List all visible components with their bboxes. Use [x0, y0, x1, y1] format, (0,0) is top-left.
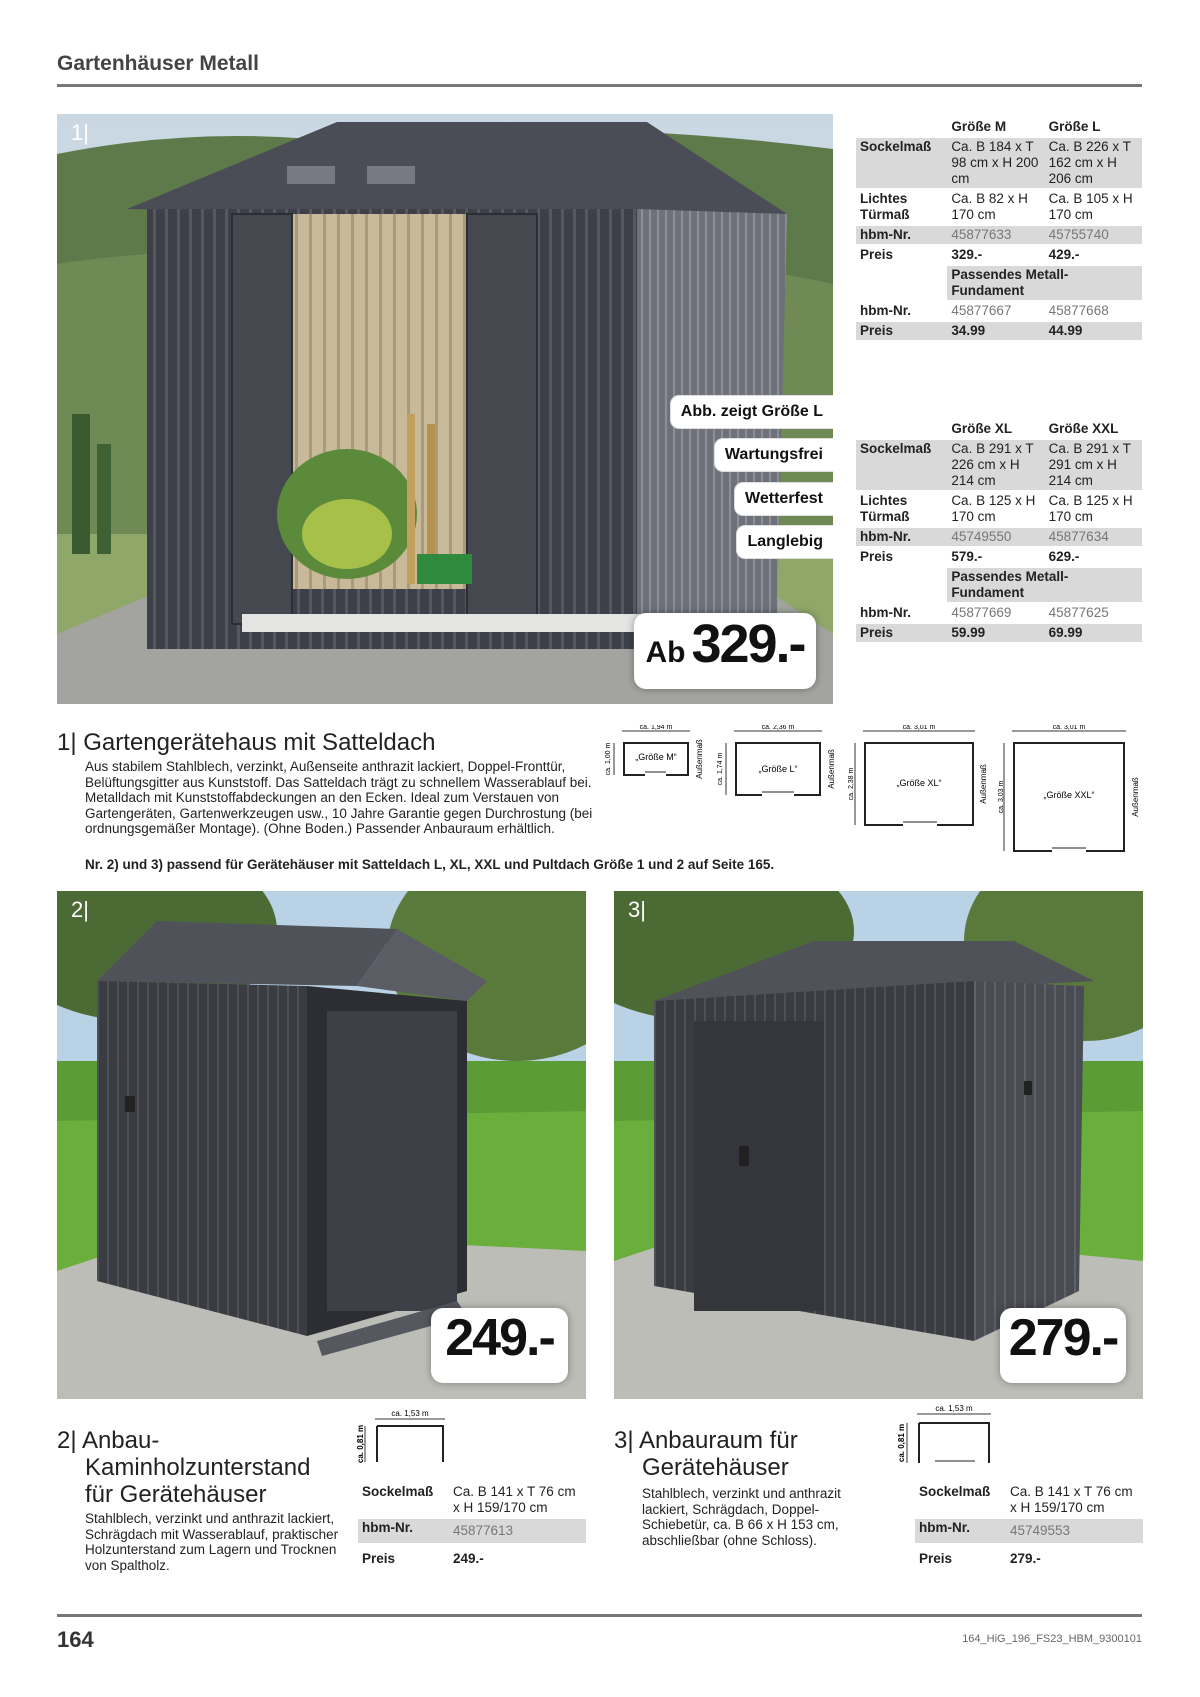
size-label: „Größe XL“ [896, 778, 942, 788]
width-label: ca. 1,53 m [391, 1410, 429, 1418]
heading-line-1: Anbau- [81, 1427, 160, 1454]
hbm-xxl: 45877634 [1045, 528, 1142, 546]
fundament-price-xxl: 69.99 [1045, 624, 1142, 642]
price-label: Preis [860, 549, 894, 564]
tag-size-shown: Abb. zeigt Größe L [671, 396, 833, 428]
floorplan-product2 [355, 1410, 455, 1470]
sockel-xl: Ca. B 291 x T 226 cm x H 214 cm [947, 440, 1044, 490]
door-label: Lichtes Türmaß [860, 191, 910, 222]
floorplan-product3 [895, 1405, 995, 1470]
width-label: ca. 2,36 m [761, 725, 795, 731]
fundament-label: Passendes Metall-Fundament [947, 266, 1142, 300]
side-label: Außenmaß [979, 764, 988, 804]
price-badge-3 [1000, 1308, 1126, 1383]
spec-table-xl-xxl [856, 418, 1142, 644]
floorplan-xxl [998, 725, 1148, 855]
price-value: 249.- [445, 1309, 554, 1367]
fundament-hbm-label: hbm-Nr. [860, 303, 912, 318]
hbm-m: 45877633 [947, 226, 1044, 244]
photo-number: 1| [71, 120, 89, 145]
side-label: Außenmaß [827, 749, 836, 789]
depth-label: ca. 0,81 m [356, 1424, 365, 1464]
fundament-hbm-l: 45877668 [1048, 303, 1109, 318]
price-value: 279.- [1008, 1309, 1118, 1367]
hbm-label: hbm-Nr. [856, 226, 947, 244]
photo-number: 2| [71, 897, 89, 922]
product2-description: Stahlblech, verzinkt und anthrazit lackiert, Schrägdach mit Wasserablauf, praktischer Holzunterstand zum Lagern und Trocknen von Spaltholz. [85, 1511, 339, 1573]
fundament-price-m: 34.99 [947, 322, 1044, 340]
spec-table-product3 [915, 1481, 1143, 1570]
size-label: „Größe L“ [758, 764, 798, 774]
door-label: Lichtes Türmaß [860, 493, 910, 524]
heading-number: 1| [57, 729, 77, 756]
door-xxl: Ca. B 125 x H 170 cm [1048, 493, 1133, 524]
heading-line-2: Gerätehäuser [642, 1454, 789, 1481]
price-value: 249.- [453, 1551, 484, 1566]
hbm-value: 45877613 [449, 1519, 586, 1543]
hbm-value: 45749553 [1006, 1519, 1143, 1543]
hbm-label: hbm-Nr. [358, 1519, 449, 1543]
sockel-label: Sockelmaß [856, 440, 947, 490]
page-number: 164 [57, 1627, 94, 1652]
sockel-xxl: Ca. B 291 x T 291 cm x H 214 cm [1045, 440, 1142, 490]
fundament-hbm-xl: 45877669 [951, 605, 1012, 620]
size-l: Größe L [1045, 118, 1142, 136]
hbm-label: hbm-Nr. [915, 1519, 1006, 1543]
depth-label: ca. 1,00 m [605, 742, 612, 776]
heading-number: 3| [614, 1427, 634, 1454]
sockel-l: Ca. B 226 x T 162 cm x H 206 cm [1045, 138, 1142, 188]
fundament-price-label: Preis [856, 624, 947, 642]
footer-rule [57, 1614, 1142, 1617]
product2-heading [57, 1427, 347, 1508]
tag-weatherproof: Wetterfest [735, 483, 833, 515]
price-xl: 579.- [951, 549, 983, 564]
price-l: 429.- [1048, 247, 1080, 262]
hbm-label: hbm-Nr. [856, 528, 947, 546]
size-label: „Größe M“ [635, 752, 677, 762]
floorplan-m [600, 725, 712, 800]
fundament-hbm-m: 45877667 [951, 303, 1012, 318]
hbm-xl: 45749550 [947, 528, 1044, 546]
product3-heading [614, 1427, 874, 1481]
price-prefix: Ab [645, 636, 686, 669]
photo-number: 3| [628, 897, 646, 922]
shed-photo-2 [57, 891, 586, 1399]
size-label: „Größe XXL“ [1043, 790, 1095, 800]
compatibility-note: Nr. 2) und 3) passend für Gerätehäuser mit Satteldach L, XL, XXL und Pultdach Größe 1 und 2 auf Seite 165. [85, 857, 775, 872]
width-label: ca. 3,01 m [902, 725, 936, 731]
sockel-label: Sockelmaß [919, 1484, 991, 1499]
tag-maintenance-free: Wartungsfrei [715, 439, 833, 471]
price-badge-2 [431, 1308, 568, 1383]
size-xxl: Größe XXL [1045, 420, 1142, 438]
price-xxl: 629.- [1048, 549, 1080, 564]
heading-line-3: für Gerätehäuser [85, 1481, 267, 1508]
product1-heading [57, 729, 597, 756]
size-xl: Größe XL [947, 420, 1044, 438]
catalog-code: 164_HiG_196_FS23_HBM_9300101 [962, 1633, 1142, 1645]
fundament-price-l: 44.99 [1045, 322, 1142, 340]
tag-durable: Langlebig [737, 526, 833, 558]
fundament-label: Passendes Metall-Fundament [947, 568, 1142, 602]
door-m: Ca. B 82 x H 170 cm [951, 191, 1028, 222]
heading-line-2: Kaminholzunterstand [85, 1454, 311, 1481]
price-label: Preis [362, 1551, 396, 1566]
heading-text: Gartengerätehaus mit Satteldach [83, 729, 436, 756]
width-label: ca. 1,53 m [935, 1405, 973, 1413]
heading-line-1: Anbauraum für [638, 1427, 798, 1454]
shed-photo-1 [57, 114, 833, 704]
heading-number: 2| [57, 1427, 77, 1454]
width-label: ca. 1,94 m [639, 725, 673, 731]
fundament-hbm-label: hbm-Nr. [860, 605, 912, 620]
side-label: Außenmaß [1131, 777, 1140, 817]
side-label: Außenmaß [695, 739, 704, 779]
sockel-value: Ca. B 141 x T 76 cm x H 159/170 cm [453, 1484, 576, 1515]
door-xl: Ca. B 125 x H 170 cm [951, 493, 1036, 524]
fundament-price-label: Preis [856, 322, 947, 340]
product1-description: Aus stabilem Stahlblech, verzinkt, Außenseite anthrazit lackiert, Doppel-Fronttür, Belüftungsgitter aus Kunststoff. Das Satteldach trägt zu schnellem Wasserablauf bei. Metalldach mit Kunststoffabdeckungen an den Ecken. Ideal zum Verstauen von Gartengeräten, Gartenwerkzeugen usw., 10 Jahre Garantie gegen Durchrostung (bei ordnungsgemäßer Montage). (Ohne Boden.) Passender Anbauraum erhältlich. [85, 759, 593, 836]
price-value: 279.- [1010, 1551, 1041, 1566]
price-value: 329.- [691, 614, 805, 674]
depth-label: ca. 3,03 m [998, 780, 1005, 814]
floorplan-xl [845, 725, 995, 835]
price-m: 329.- [951, 247, 983, 262]
spec-table-m-l [856, 116, 1142, 342]
sockel-value: Ca. B 141 x T 76 cm x H 159/170 cm [1010, 1484, 1133, 1515]
sockel-m: Ca. B 184 x T 98 cm x H 200 cm [947, 138, 1044, 188]
spec-table-product2 [358, 1481, 586, 1570]
depth-label: ca. 2,38 m [848, 767, 855, 801]
fundament-hbm-xxl: 45877625 [1048, 605, 1109, 620]
sockel-label: Sockelmaß [362, 1484, 434, 1499]
depth-label: ca. 0,81 m [897, 1423, 906, 1463]
door-l: Ca. B 105 x H 170 cm [1048, 191, 1133, 222]
price-label: Preis [860, 247, 894, 262]
price-label: Preis [919, 1551, 953, 1566]
sockel-label: Sockelmaß [856, 138, 947, 188]
page-title: Gartenhäuser Metall [57, 52, 259, 75]
product3-description: Stahlblech, verzinkt und anthrazit lackiert, Schrägdach, Doppel-Schiebetür, ca. B 66 x H 153 cm, abschließbar (ohne Schloss). [642, 1486, 841, 1548]
width-label: ca. 3,01 m [1052, 725, 1086, 731]
floorplan-l [712, 725, 844, 805]
fundament-price-xl: 59.99 [947, 624, 1044, 642]
header-rule [57, 84, 1142, 87]
size-m: Größe M [947, 118, 1044, 136]
shed-photo-3 [614, 891, 1143, 1399]
price-badge-1 [634, 613, 816, 689]
depth-label: ca. 1,74 m [717, 752, 724, 786]
hbm-l: 45755740 [1045, 226, 1142, 244]
